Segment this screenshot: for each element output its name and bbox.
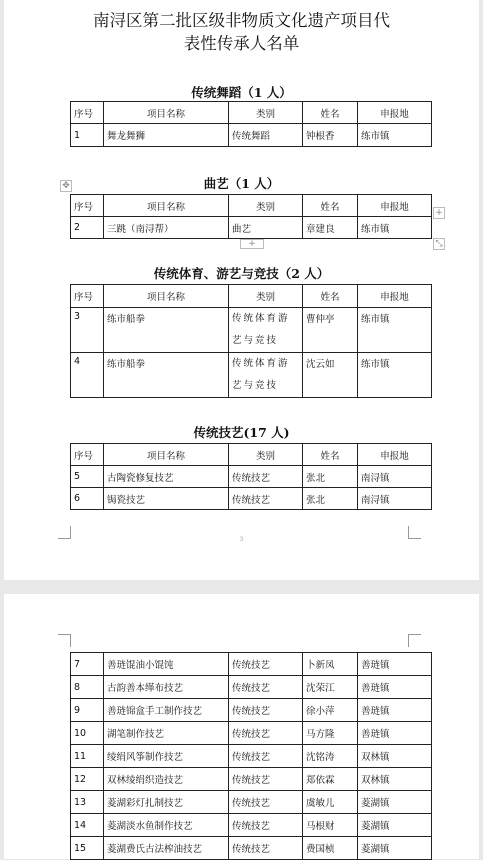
- table-row: [71, 722, 432, 745]
- cell-category: 传统技艺: [229, 722, 303, 745]
- cell-name: 费国桢: [303, 837, 358, 860]
- document-page-1: [4, 0, 479, 580]
- page-number: 3: [239, 536, 244, 543]
- table-row: [71, 353, 432, 398]
- table-row: [71, 768, 432, 791]
- col-header-region: 申报地: [358, 285, 432, 308]
- cell-category: 传统技艺: [229, 791, 303, 814]
- cell-project: 善琏馄油小馄饨: [104, 653, 229, 676]
- cell-region: 菱湖镇: [358, 814, 432, 837]
- cell-name: 曹仲亭: [303, 308, 358, 353]
- col-header-region: 申报地: [358, 195, 432, 217]
- cell-index: 10: [71, 722, 104, 745]
- section-heading-dance: 传统舞蹈（1 人）: [191, 85, 292, 100]
- add-row-icon[interactable]: +: [240, 239, 264, 249]
- section-heading-crafts: 传统技艺(17 人): [193, 425, 290, 440]
- cell-name: 钟根香: [303, 124, 358, 147]
- cell-region: 双林镇: [358, 745, 432, 768]
- cell-index: 9: [71, 699, 104, 722]
- col-header-category: 类别: [229, 102, 303, 124]
- cell-category: 传统技艺: [229, 814, 303, 837]
- document-title-line-1: 南浔区第二批区级非物质文化遗产项目代: [93, 11, 390, 30]
- table-crafts: [70, 443, 432, 510]
- cell-name: 虞敏儿: [303, 791, 358, 814]
- col-header-project: 项目名称: [104, 444, 229, 466]
- cell-category: 传统技艺: [229, 768, 303, 791]
- page-margin-corner: [408, 634, 421, 647]
- cell-name: 徐小萍: [303, 699, 358, 722]
- table-move-handle-icon[interactable]: ✥: [60, 180, 72, 192]
- cell-index: 14: [71, 814, 104, 837]
- cell-region: 菱湖镇: [358, 837, 432, 860]
- cell-index: 6: [71, 488, 104, 510]
- cell-name: 马根财: [303, 814, 358, 837]
- cell-region: 善琏镇: [358, 722, 432, 745]
- col-header-category: 类别: [229, 444, 303, 466]
- cell-category: 传统体育游艺与竞技: [229, 353, 303, 398]
- cell-index: 11: [71, 745, 104, 768]
- cell-index: 4: [71, 353, 104, 398]
- table-dance: [70, 101, 432, 147]
- col-header-index: 序号: [71, 102, 104, 124]
- col-header-name: 姓名: [303, 102, 358, 124]
- cell-region: 善琏镇: [358, 699, 432, 722]
- cell-category: 曲艺: [229, 217, 303, 239]
- col-header-project: 项目名称: [104, 285, 229, 308]
- cell-index: 15: [71, 837, 104, 860]
- cell-category: 传统技艺: [229, 488, 303, 510]
- cell-region: 练市镇: [358, 308, 432, 353]
- col-header-category: 类别: [229, 285, 303, 308]
- document-page-2: [4, 594, 479, 859]
- cell-category: 传统技艺: [229, 676, 303, 699]
- cell-index: 3: [71, 308, 104, 353]
- table-row: [71, 217, 432, 239]
- cell-name: 沈云如: [303, 353, 358, 398]
- cell-index: 8: [71, 676, 104, 699]
- cell-project: 古韵善本缂布技艺: [104, 676, 229, 699]
- col-header-index: 序号: [71, 285, 104, 308]
- cell-project: 练市船拳: [104, 353, 229, 398]
- cell-category: 传统体育游艺与竞技: [229, 308, 303, 353]
- page-margin-corner: [58, 634, 71, 647]
- cell-index: 2: [71, 217, 104, 239]
- table-row: [71, 814, 432, 837]
- cell-category: 传统技艺: [229, 466, 303, 488]
- cell-project: 菱湖彩灯扎制技艺: [104, 791, 229, 814]
- col-header-index: 序号: [71, 195, 104, 217]
- table-header-row: [71, 102, 432, 124]
- cell-region: 双林镇: [358, 768, 432, 791]
- table-row: [71, 745, 432, 768]
- section-heading-sports: 传统体育、游艺与竞技（2 人）: [153, 266, 330, 281]
- cell-name: 张北: [303, 488, 358, 510]
- cell-index: 1: [71, 124, 104, 147]
- cell-project: 双林绫绢织造技艺: [104, 768, 229, 791]
- cell-name: 沈荣江: [303, 676, 358, 699]
- table-row: [71, 466, 432, 488]
- cell-name: 沈铭涛: [303, 745, 358, 768]
- cell-region: 练市镇: [358, 124, 432, 147]
- cell-region: 南浔镇: [358, 466, 432, 488]
- cell-index: 7: [71, 653, 104, 676]
- table-header-row: [71, 444, 432, 466]
- cell-project: 古陶瓷修复技艺: [104, 466, 229, 488]
- table-row: [71, 791, 432, 814]
- cell-name: 卜新凤: [303, 653, 358, 676]
- cell-region: 菱湖镇: [358, 791, 432, 814]
- table-row: [71, 653, 432, 676]
- cell-region: 练市镇: [358, 353, 432, 398]
- cell-region: 南浔镇: [358, 488, 432, 510]
- cell-project: 湖笔制作技艺: [104, 722, 229, 745]
- table-quyi: [70, 194, 432, 239]
- col-header-name: 姓名: [303, 285, 358, 308]
- add-column-icon[interactable]: +: [433, 207, 445, 219]
- cell-name: 张北: [303, 466, 358, 488]
- cell-index: 13: [71, 791, 104, 814]
- cell-category: 传统技艺: [229, 745, 303, 768]
- cell-project: 菱湖淡水鱼制作技艺: [104, 814, 229, 837]
- col-header-project: 项目名称: [104, 195, 229, 217]
- col-header-project: 项目名称: [104, 102, 229, 124]
- col-header-region: 申报地: [358, 102, 432, 124]
- col-header-region: 申报地: [358, 444, 432, 466]
- cell-category: 传统舞蹈: [229, 124, 303, 147]
- cell-name: 郑依霖: [303, 768, 358, 791]
- cell-name: 章建良: [303, 217, 358, 239]
- table-row: [71, 124, 432, 147]
- cell-region: 练市镇: [358, 217, 432, 239]
- table-row: [71, 837, 432, 860]
- cell-category: 传统技艺: [229, 699, 303, 722]
- cell-category: 传统技艺: [229, 837, 303, 860]
- cell-project: 三跳（南浔帮）: [104, 217, 229, 239]
- table-crafts-continued: [70, 652, 432, 860]
- table-sports: [70, 284, 432, 398]
- cell-project: 菱湖费氏古法榨油技艺: [104, 837, 229, 860]
- section-heading-quyi: 曲艺（1 人）: [203, 176, 280, 191]
- col-header-index: 序号: [71, 444, 104, 466]
- table-row: [71, 699, 432, 722]
- cell-project: 锔瓷技艺: [104, 488, 229, 510]
- cell-index: 5: [71, 466, 104, 488]
- table-resize-handle-icon[interactable]: ⤡: [433, 238, 445, 250]
- col-header-category: 类别: [229, 195, 303, 217]
- col-header-name: 姓名: [303, 444, 358, 466]
- table-row: [71, 488, 432, 510]
- cell-category: 传统技艺: [229, 653, 303, 676]
- cell-region: 善琏镇: [358, 653, 432, 676]
- table-row: [71, 676, 432, 699]
- cell-project: 绫绢风筝制作技艺: [104, 745, 229, 768]
- cell-project: 舞龙舞狮: [104, 124, 229, 147]
- cell-project: 练市船拳: [104, 308, 229, 353]
- cell-project: 善琏锦盒手工制作技艺: [104, 699, 229, 722]
- document-title-line-2: 表性传承人名单: [183, 34, 300, 53]
- cell-region: 善琏镇: [358, 676, 432, 699]
- cell-name: 马方隆: [303, 722, 358, 745]
- table-row: [71, 308, 432, 353]
- cell-index: 12: [71, 768, 104, 791]
- table-header-row: [71, 285, 432, 308]
- col-header-name: 姓名: [303, 195, 358, 217]
- table-header-row: [71, 195, 432, 217]
